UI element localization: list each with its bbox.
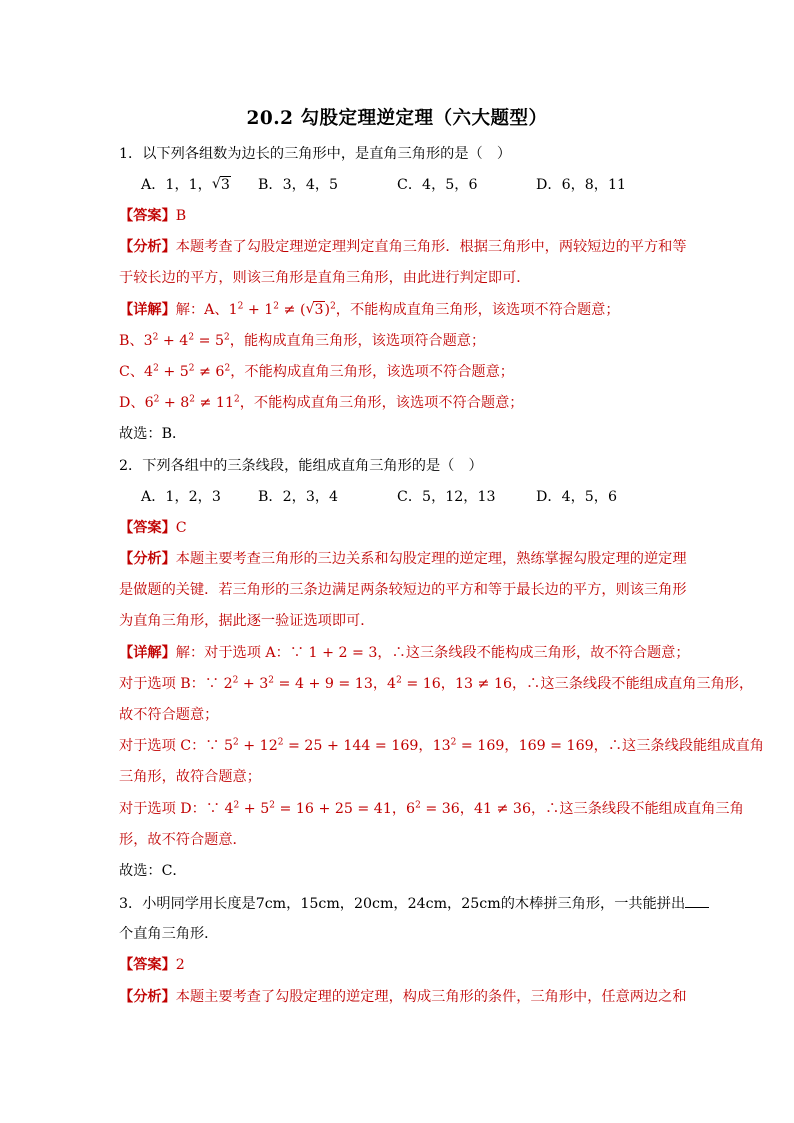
question-2-detail-b-cont: 故不符合题意； xyxy=(119,707,219,723)
question-2-detail-c-cont: 三角形，故符合题意； xyxy=(119,769,261,785)
question-1-answer: 【答案】B xyxy=(119,208,187,224)
question-1-option-b: B．3，4，5 xyxy=(258,177,339,193)
question-2-detail-c: 对于选项 C：∵ $5^2 + 12^2 = 25 + 144 = 169$，$13^2 = 169$，169 = 169，∴这三条线段能组成直角 xyxy=(119,737,764,754)
question-2-detail-d: 对于选项 D：∵ $4^2 + 5^2 = 16 + 25 = 41$，$6^2 = 36$，41 ≠ 36，∴这三条线段不能组成直角三角 xyxy=(119,800,744,817)
answer-blank xyxy=(685,893,709,908)
question-2-option-a: A．1，2，3 xyxy=(141,489,221,505)
question-2-option-c: C．5，12，13 xyxy=(397,489,496,505)
question-1-detail-c: C、$4^2 + 5^2 \ne 6^2$，不能构成直角三角形，该选项不符合题意； xyxy=(119,363,514,380)
question-2-stem: 2．下列各组中的三条线段，能组成直角三角形的是（ ） xyxy=(119,458,483,474)
question-2-analysis-cont-2: 为直角三角形，据此逐一验证选项即可． xyxy=(119,613,375,629)
question-2-option-d: D．4，5，6 xyxy=(536,489,618,505)
question-1-conclusion: 故选：B． xyxy=(119,426,187,442)
question-2-detail-d-cont: 形，故不符合题意． xyxy=(119,832,247,848)
question-3-stem: 3．小明同学用长度是7cm，15cm，20cm，24cm，25cm的木棒拼三角形，一共能拼出 xyxy=(119,893,709,914)
question-1-detail-d: D、$6^2 + 8^2 \ne 11^2$，不能构成直角三角形，该选项不符合题意； xyxy=(119,394,524,411)
question-2-answer: 【答案】C xyxy=(119,520,187,536)
question-1-analysis: 【分析】本题考查了勾股定理逆定理判定直角三角形．根据三角形中，两较短边的平方和等 xyxy=(119,239,687,255)
question-2-detail-a: 【详解】解：对于选项 A：∵ 1 + 2 = 3，∴这三条线段不能构成三角形，故不符合题意； xyxy=(119,645,690,661)
question-1-stem: 1．以下列各组数为边长的三角形中，是直角三角形的是（ ） xyxy=(119,146,512,162)
question-2-analysis: 【分析】本题主要考查三角形的三边关系和勾股定理的逆定理，熟练掌握勾股定理的逆定理 xyxy=(119,551,687,567)
question-2-conclusion: 故选：C． xyxy=(119,863,187,879)
question-1-option-a: A．1，1， √ 3 xyxy=(141,176,230,193)
question-1-detail-a: 【详解】解：A、$1^2 + 1^2$ ≠ ( √ 3)$^2$，不能构成直角三角形，该选项不符合题意； xyxy=(119,301,620,318)
question-2-analysis-cont-1: 是做题的关键．若三角形的三条边满足两条较短边的平方和等于最长边的平方，则该三角形 xyxy=(119,582,687,598)
question-1-option-c: C．4，5，6 xyxy=(397,177,478,193)
question-3-stem-cont: 个直角三角形． xyxy=(119,926,219,942)
question-2-detail-b: 对于选项 B：∵ $2^2 + 3^2 = 4 + 9 = 13$，$4^2 = 16$，13 ≠ 16，∴这三条线段不能组成直角三角形， xyxy=(119,675,754,692)
question-3-analysis: 【分析】本题主要考查了勾股定理的逆定理，构成三角形的条件，三角形中，任意两边之和 xyxy=(119,989,687,1005)
page-title: 20.2 勾股定理逆定理（六大题型） xyxy=(246,108,548,129)
question-1-option-d: D．6，8，11 xyxy=(536,177,627,193)
question-1-analysis-cont: 于较长边的平方，则该三角形是直角三角形，由此进行判定即可． xyxy=(119,270,531,286)
question-3-answer: 【答案】2 xyxy=(119,957,185,973)
question-1-detail-b: B、$3^2 + 4^2 = 5^2$，能构成直角三角形，该选项符合题意； xyxy=(119,332,486,349)
question-2-option-b: B．2，3，4 xyxy=(258,489,339,505)
